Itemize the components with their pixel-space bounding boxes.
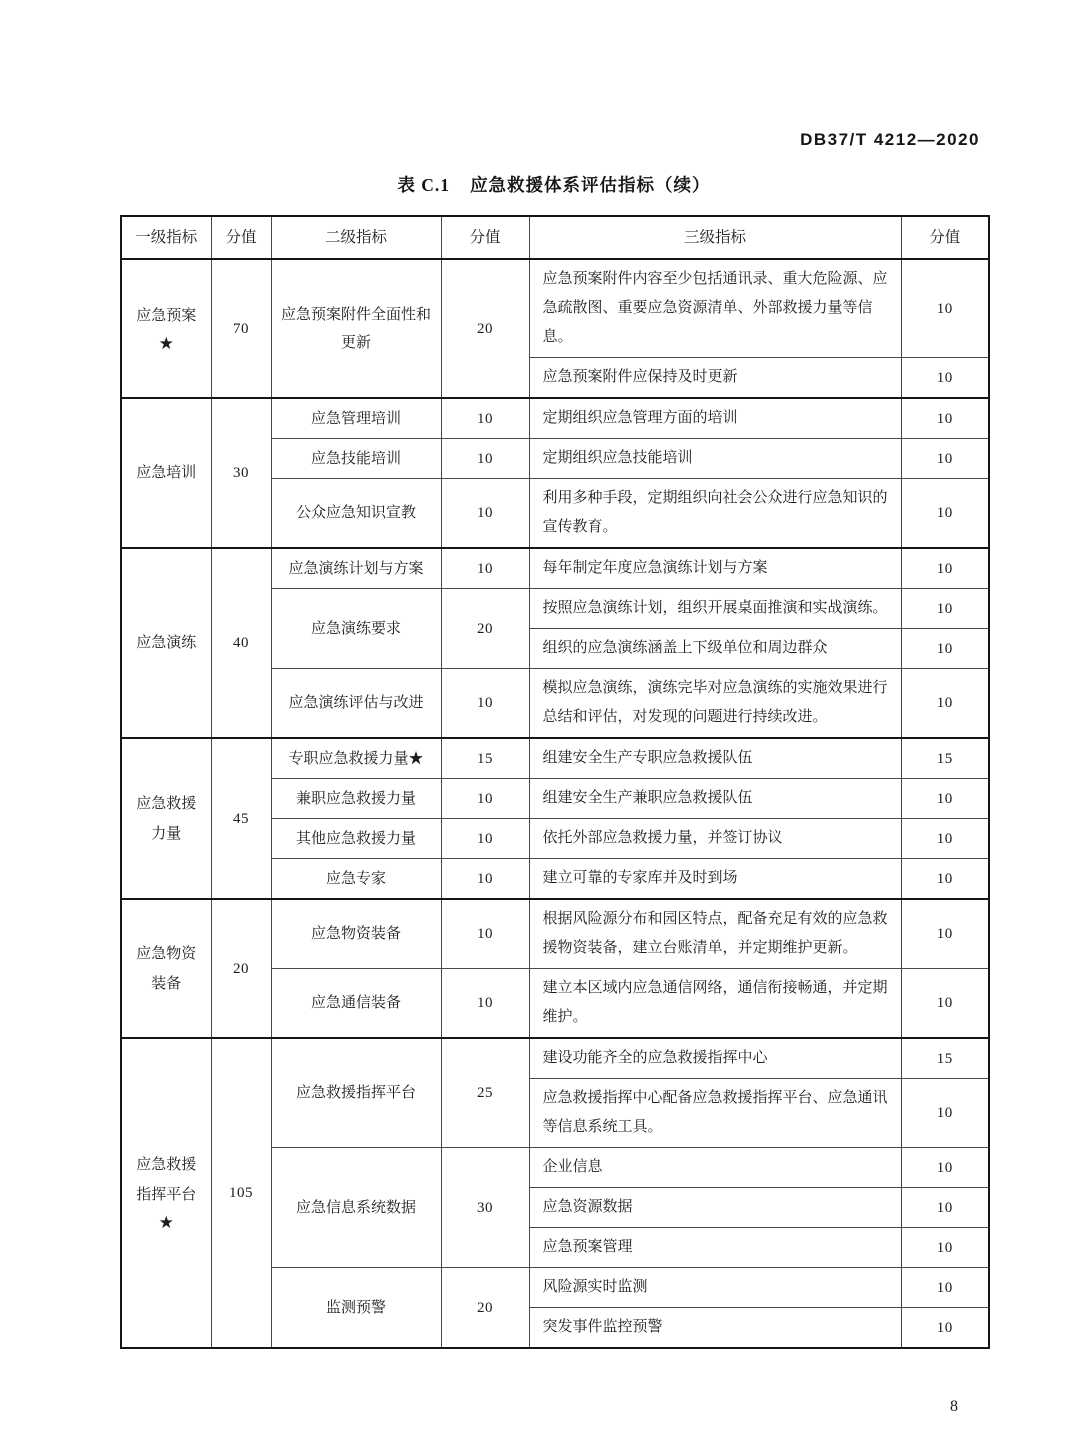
- level3-indicator-cell: 按照应急演练计划，组织开展桌面推演和实战演练。: [529, 589, 901, 629]
- level1-indicator-text: 装备: [151, 975, 182, 992]
- table-row: [121, 548, 989, 589]
- level3-score-cell: 10: [901, 1308, 989, 1349]
- level3-score-cell: 10: [901, 819, 989, 859]
- level3-score-cell: 10: [901, 1079, 989, 1148]
- level3-indicator-cell: 建立可靠的专家库并及时到场: [529, 859, 901, 900]
- level2-indicator-cell: 应急演练要求: [271, 589, 441, 669]
- level1-indicator-cell: [121, 259, 211, 398]
- level3-score-cell: 10: [901, 589, 989, 629]
- level2-score-cell: 10: [441, 779, 529, 819]
- table-caption: [120, 172, 988, 197]
- level3-indicator-cell: 每年制定年度应急演练计划与方案: [529, 548, 901, 589]
- level2-score-cell: 20: [441, 1268, 529, 1349]
- level3-indicator-cell: 建立本区域内应急通信网络，通信衔接畅通，并定期维护。: [529, 969, 901, 1039]
- level2-score-cell: 20: [441, 589, 529, 669]
- key-indicator-star: ★: [158, 333, 174, 353]
- table-row: [121, 899, 989, 969]
- level2-indicator-cell: 应急救援指挥平台: [271, 1038, 441, 1148]
- level1-score-cell: 105: [211, 1038, 271, 1348]
- table-row: [121, 738, 989, 779]
- level3-indicator-cell: 组建安全生产兼职应急救援队伍: [529, 779, 901, 819]
- level1-indicator-text: 应急救援: [136, 1157, 197, 1173]
- level1-indicator-cell: [121, 398, 211, 548]
- level2-indicator-cell: 应急技能培训: [271, 439, 441, 479]
- level3-indicator-cell: 根据风险源分布和园区特点，配备充足有效的应急救援物资装备，建立台账清单，并定期维护更新。: [529, 899, 901, 969]
- level2-score-cell: 10: [441, 548, 529, 589]
- table-body: [121, 259, 989, 1348]
- level2-score-cell: 30: [441, 1148, 529, 1268]
- level3-indicator-cell: 组建安全生产专职应急救援队伍: [529, 738, 901, 779]
- level3-score-cell: 15: [901, 1038, 989, 1079]
- level2-indicator-cell: 专职应急救援力量★: [271, 738, 441, 779]
- level2-indicator-cell: 其他应急救援力量: [271, 819, 441, 859]
- level2-score-cell: 10: [441, 819, 529, 859]
- level3-score-cell: 10: [901, 1188, 989, 1228]
- level3-indicator-cell: 定期组织应急技能培训: [529, 439, 901, 479]
- level3-score-cell: 10: [901, 398, 989, 439]
- level3-score-cell: 10: [901, 629, 989, 669]
- level3-indicator-cell: 应急预案附件内容至少包括通讯录、重大危险源、应急疏散图、重要应急资源清单、外部救援力量等信息。: [529, 259, 901, 358]
- level1-indicator-text: 力量: [151, 825, 182, 842]
- level2-indicator-cell: 应急专家: [271, 859, 441, 900]
- level1-indicator-text: 应急救援: [136, 795, 197, 812]
- level3-indicator-cell: 应急救援指挥中心配备应急救援指挥平台、应急通讯等信息系统工具。: [529, 1079, 901, 1148]
- level3-indicator-cell: 利用多种手段，定期组织向社会公众进行应急知识的宣传教育。: [529, 479, 901, 549]
- level1-indicator-text: 应急预案: [136, 307, 197, 324]
- table-caption-label: 表 C.1: [397, 175, 451, 195]
- level1-indicator-cell: [121, 738, 211, 899]
- level2-indicator-cell: 应急管理培训: [271, 398, 441, 439]
- level1-score-cell: 45: [211, 738, 271, 899]
- evaluation-table: [120, 215, 990, 1349]
- level3-score-cell: 10: [901, 859, 989, 900]
- level2-score-cell: 10: [441, 439, 529, 479]
- level3-indicator-cell: 建设功能齐全的应急救援指挥中心: [529, 1038, 901, 1079]
- table-header-row: [121, 216, 989, 259]
- level3-score-cell: 10: [901, 358, 989, 399]
- level2-score-cell: 10: [441, 969, 529, 1039]
- level1-indicator-cell: [121, 899, 211, 1038]
- level1-score-cell: 40: [211, 548, 271, 738]
- level3-indicator-cell: 模拟应急演练，演练完毕对应急演练的实施效果进行总结和评估，对发现的问题进行持续改进。: [529, 669, 901, 739]
- level3-score-cell: 10: [901, 779, 989, 819]
- standard-doc-number: DB37/T 4212—2020: [800, 130, 980, 149]
- level2-indicator-cell: 兼职应急救援力量: [271, 779, 441, 819]
- level3-score-cell: 10: [901, 439, 989, 479]
- level2-indicator-cell: 应急通信装备: [271, 969, 441, 1039]
- column-header-2: 二级指标: [271, 216, 441, 259]
- level1-score-cell: 70: [211, 259, 271, 398]
- level2-indicator-cell: 应急演练评估与改进: [271, 669, 441, 739]
- level2-score-cell: 25: [441, 1038, 529, 1148]
- level3-score-cell: 10: [901, 548, 989, 589]
- level2-score-cell: 10: [441, 859, 529, 900]
- level3-score-cell: 10: [901, 1228, 989, 1268]
- level2-indicator-cell: 应急物资装备: [271, 899, 441, 969]
- level2-score-cell: 10: [441, 899, 529, 969]
- table-row: [121, 259, 989, 358]
- column-header-0: 一级指标: [121, 216, 211, 259]
- column-header-1: 分值: [211, 216, 271, 259]
- key-indicator-star: ★: [158, 1213, 174, 1232]
- level1-score-cell: 20: [211, 899, 271, 1038]
- level2-score-cell: 10: [441, 398, 529, 439]
- level3-indicator-cell: 应急预案管理: [529, 1228, 901, 1268]
- level3-score-cell: 10: [901, 259, 989, 358]
- page-number: 8: [950, 1398, 958, 1415]
- level2-indicator-cell: 公众应急知识宣教: [271, 479, 441, 549]
- level3-score-cell: 10: [901, 1148, 989, 1188]
- level2-score-cell: 20: [441, 259, 529, 398]
- table-caption-title: 应急救援体系评估指标（续）: [470, 175, 711, 195]
- level3-indicator-cell: 组织的应急演练涵盖上下级单位和周边群众: [529, 629, 901, 669]
- level3-score-cell: 10: [901, 969, 989, 1039]
- table-row: [121, 398, 989, 439]
- level3-score-cell: 10: [901, 899, 989, 969]
- level3-indicator-cell: 突发事件监控预警: [529, 1308, 901, 1349]
- level2-score-cell: 15: [441, 738, 529, 779]
- level2-indicator-cell: 应急信息系统数据: [271, 1148, 441, 1268]
- level1-indicator-text: 应急演练: [136, 635, 197, 651]
- level2-score-cell: 10: [441, 669, 529, 739]
- level3-indicator-cell: 应急资源数据: [529, 1188, 901, 1228]
- level1-indicator-cell: [121, 548, 211, 738]
- table-row: [121, 1038, 989, 1079]
- column-header-4: 三级指标: [529, 216, 901, 259]
- level3-score-cell: 10: [901, 669, 989, 739]
- level3-indicator-cell: 应急预案附件应保持及时更新: [529, 358, 901, 399]
- level3-score-cell: 15: [901, 738, 989, 779]
- level3-indicator-cell: 企业信息: [529, 1148, 901, 1188]
- level3-indicator-cell: 依托外部应急救援力量，并签订协议: [529, 819, 901, 859]
- level1-indicator-text: 应急物资: [136, 945, 197, 962]
- level3-indicator-cell: 定期组织应急管理方面的培训: [529, 398, 901, 439]
- level2-indicator-cell: 应急演练计划与方案: [271, 548, 441, 589]
- level1-indicator-text: 应急培训: [136, 465, 197, 481]
- level3-score-cell: 10: [901, 1268, 989, 1308]
- level3-indicator-cell: 风险源实时监测: [529, 1268, 901, 1308]
- column-header-5: 分值: [901, 216, 989, 259]
- level1-indicator-cell: [121, 1038, 211, 1348]
- level1-indicator-text: 指挥平台: [136, 1187, 197, 1203]
- level2-indicator-cell: 监测预警: [271, 1268, 441, 1349]
- column-header-3: 分值: [441, 216, 529, 259]
- level1-score-cell: 30: [211, 398, 271, 548]
- level2-score-cell: 10: [441, 479, 529, 549]
- level3-score-cell: 10: [901, 479, 989, 549]
- level2-indicator-cell: 应急预案附件全面性和更新: [271, 259, 441, 398]
